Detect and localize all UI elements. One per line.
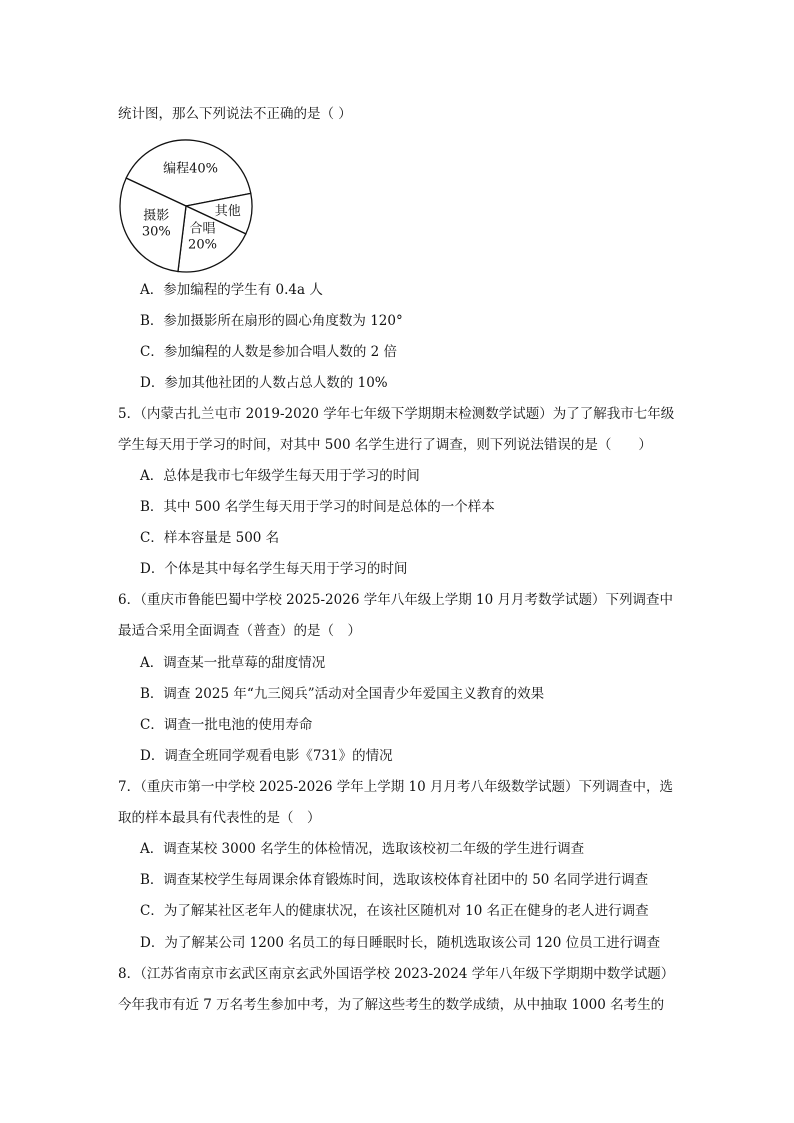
q5-option-c: C．样本容量是 500 名 [140, 530, 280, 546]
pie-label-2: 其他 [214, 204, 241, 220]
question-4-intro: 统计图，那么下列说法不正确的是（ ） [118, 106, 352, 122]
pie-chart [118, 138, 254, 274]
q4-option-a: A．参加编程的学生有 0.4a 人 [140, 282, 323, 298]
q5-option-d: D．个体是其中每名学生每天用于学习的时间 [140, 561, 408, 577]
q5-stem-line-1: 5．（内蒙古扎兰屯市 2019-2020 学年七年级下学期期末检测数学试题）为了了解我市七年级 [118, 406, 675, 422]
q5-option-b: B．其中 500 名学生每天用于学习的时间是总体的一个样本 [140, 499, 495, 515]
q7-stem-line-1: 7．（重庆市第一中学校 2025-2026 学年上学期 10 月月考八年级数学试题）下列调查中，选 [118, 779, 673, 795]
q4-option-b: B．参加摄影所在扇形的圆心角度数为 120° [140, 313, 403, 329]
pie-label-1: 编程40% [163, 161, 219, 177]
q6-stem-line-1: 6．（重庆市鲁能巴蜀中学校 2025-2026 学年八年级上学期 10 月月考数学试题）下列调查中 [118, 592, 673, 608]
q7-option-a: A．调查某校 3000 名学生的体检情况，选取该校初二年级的学生进行调查 [140, 841, 585, 857]
pie-value-4: 30% [141, 224, 171, 240]
q5-option-a: A．总体是我市七年级学生每天用于学习的时间 [140, 468, 420, 484]
q4-option-d: D．参加其他社团的人数占总人数的 10% [140, 375, 388, 391]
q6-option-d: D．调查全班同学观看电影《731》的情况 [140, 748, 393, 764]
q7-option-d: D．为了解某公司 1200 名员工的每日睡眠时长，随机选取该公司 120 位员工进行调查 [140, 935, 661, 951]
q8-stem-line-1: 8．（江苏省南京市玄武区南京玄武外国语学校 2023-2024 学年八年级下学期期中数学试题） [118, 966, 675, 982]
q7-option-c: C．为了解某社区老年人的健康状况，在该社区随机对 10 名正在健身的老人进行调查 [140, 903, 649, 919]
pie-label-3: 合唱 [189, 221, 216, 237]
pie-label-4: 摄影 [143, 208, 170, 224]
q6-stem-line-2: 最适合采用全面调查（普查）的是（ ） [118, 623, 361, 639]
q7-option-b: B．调查某校学生每周课余体育锻炼时间，选取该校体育社团中的 50 名同学进行调查 [140, 872, 649, 888]
q6-option-b: B．调查 2025 年“九三阅兵”活动对全国青少年爱国主义教育的效果 [140, 686, 545, 702]
pie-value-3: 20% [188, 237, 217, 253]
q4-option-c: C．参加编程的人数是参加合唱人数的 2 倍 [140, 344, 398, 360]
q8-stem-line-2: 今年我市有近 7 万名考生参加中考，为了解这些考生的数学成绩，从中抽取 1000 名考生的 [118, 997, 665, 1013]
q6-option-a: A．调查某一批草莓的甜度情况 [140, 655, 326, 671]
q5-stem-line-2: 学生每天用于学习的时间，对其中 500 名学生进行了调查，则下列说法错误的是（ ） [118, 437, 652, 453]
q6-option-c: C．调查一批电池的使用寿命 [140, 717, 313, 733]
q7-stem-line-2: 取的样本最具有代表性的是（ ） [118, 810, 321, 826]
